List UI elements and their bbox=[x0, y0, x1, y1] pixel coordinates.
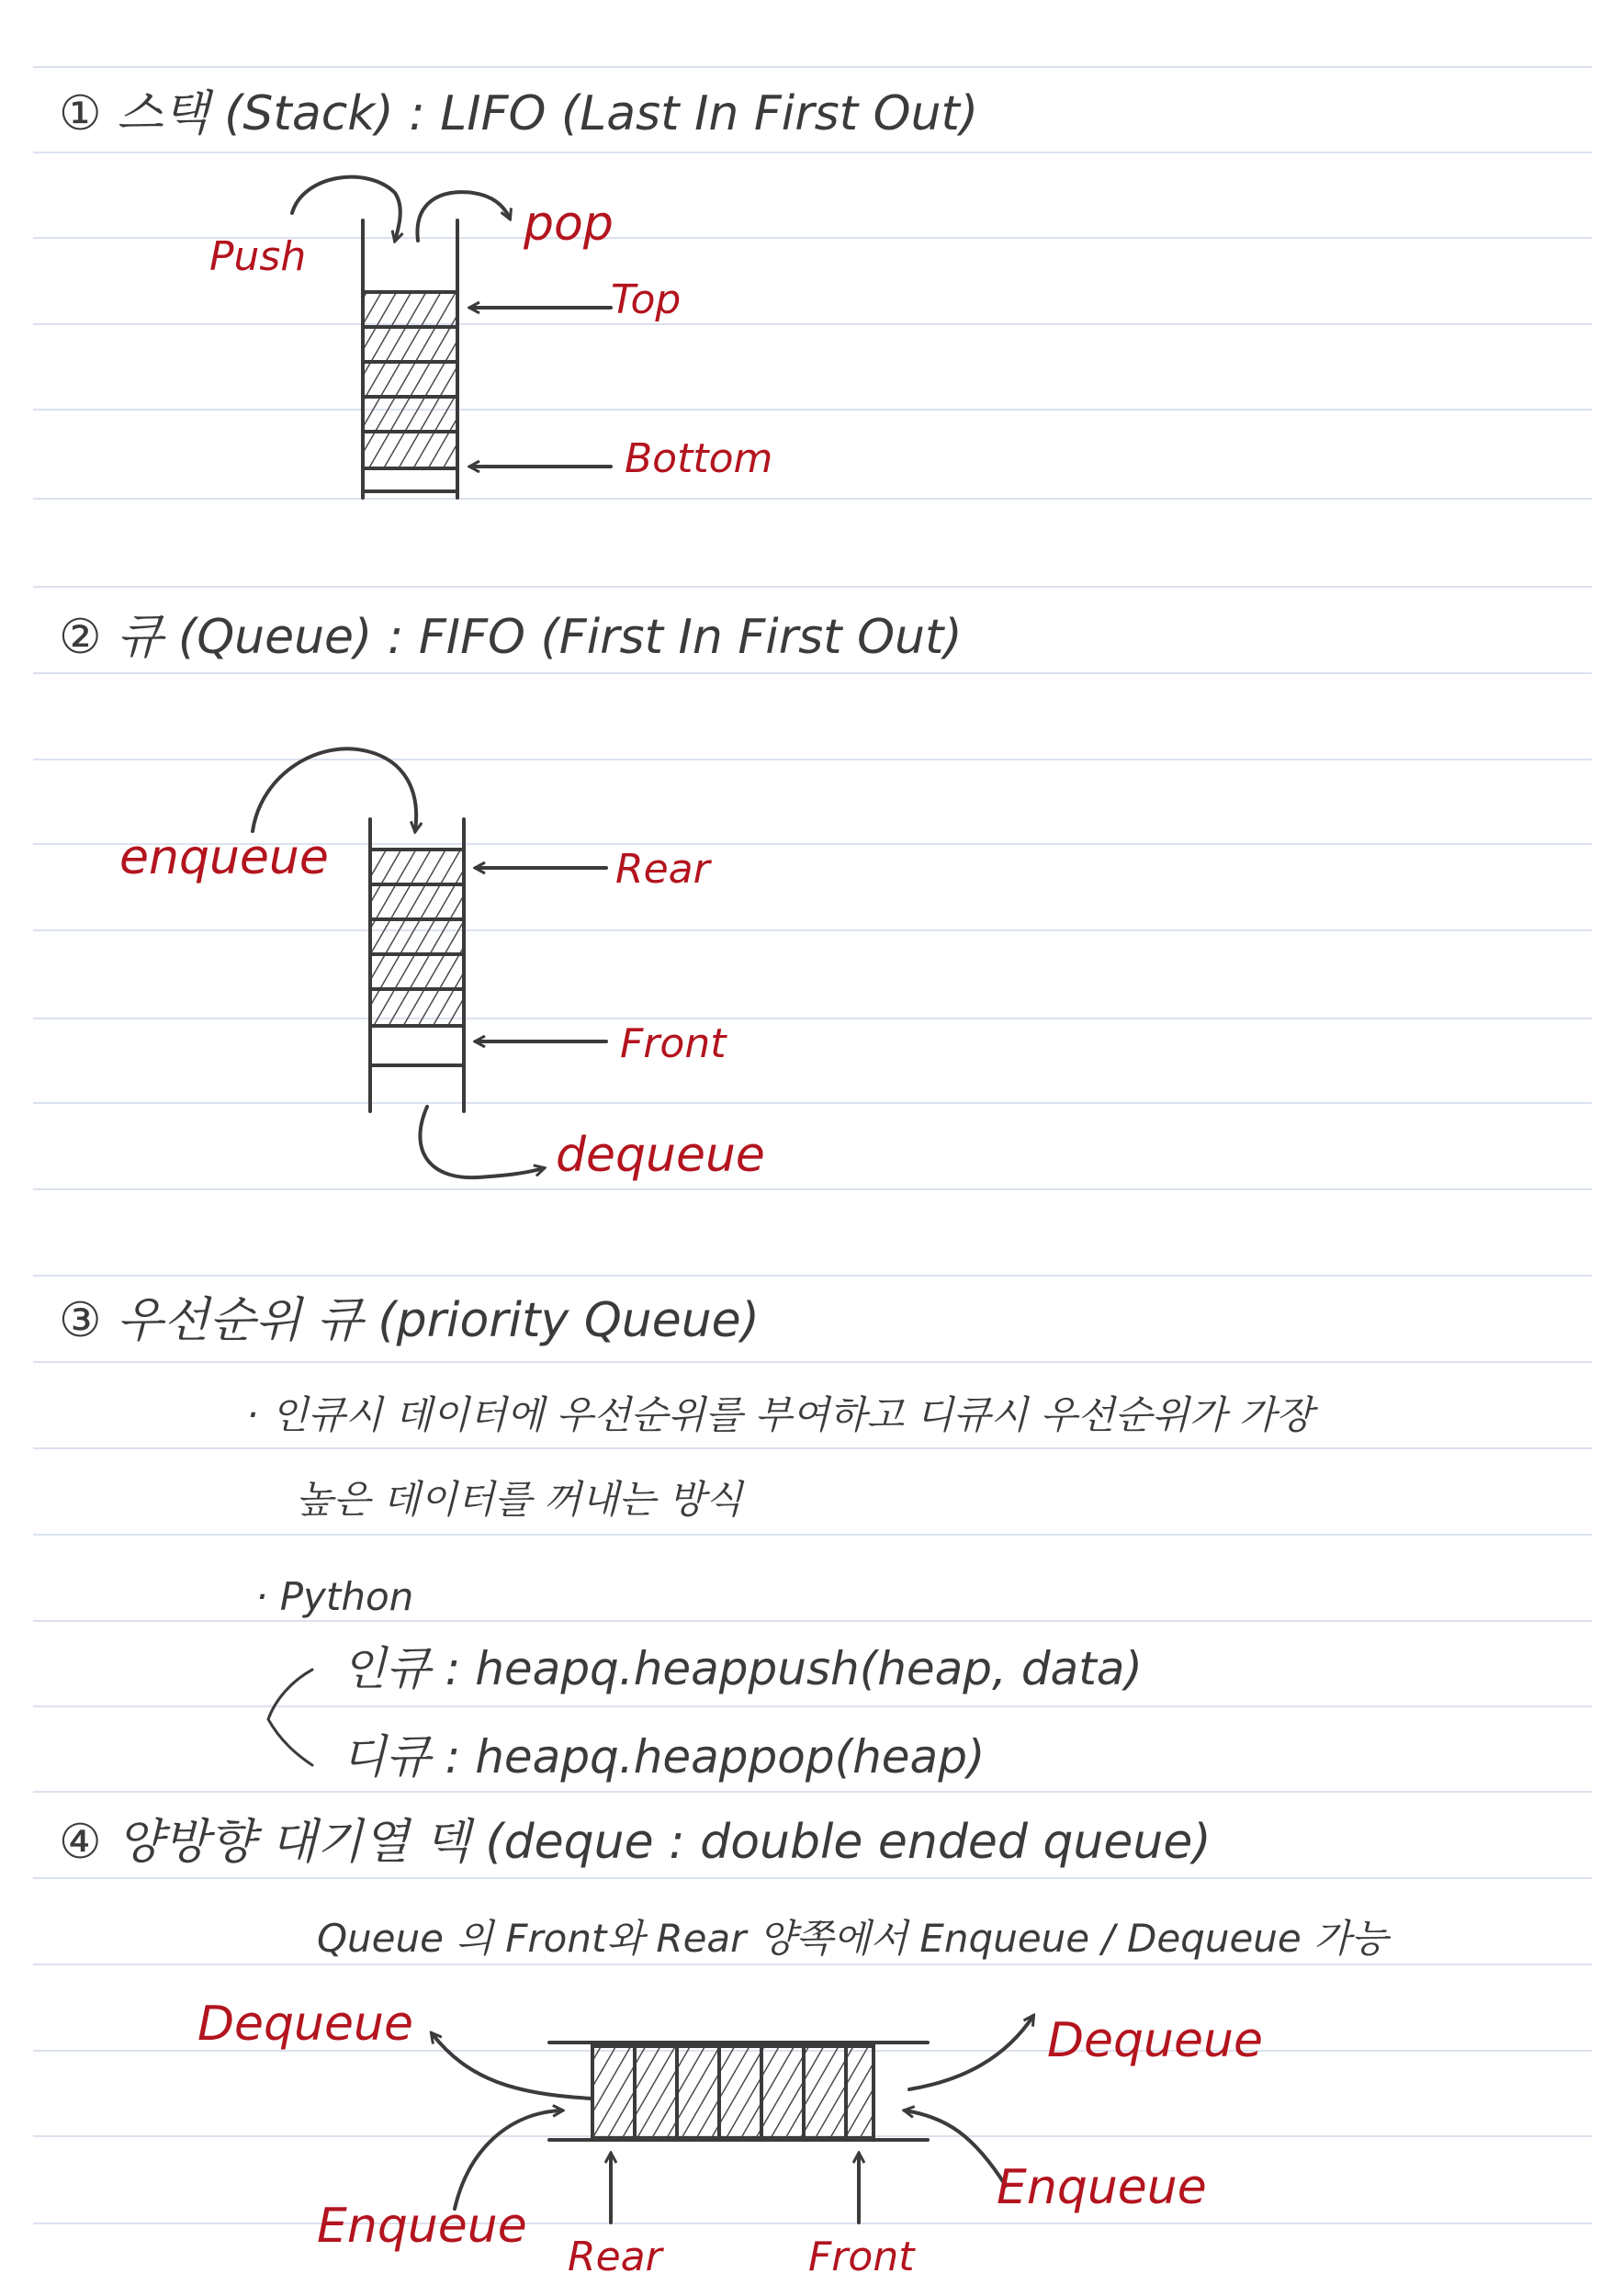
stack-top-label: Top bbox=[611, 276, 682, 323]
deque-rear-label: Rear bbox=[568, 2234, 662, 2280]
queue-front-label: Front bbox=[620, 1020, 727, 1067]
deque-description: Queue 의 Front와 Rear 양쪽에서 Enqueue / Dequeue 가능 bbox=[317, 1916, 1389, 1961]
priority-bullet-line2: 높은 데이터를 꺼내는 방식 bbox=[296, 1477, 743, 1522]
section-deque-heading: ④ 양방향 대기열 덱 (deque : double ended queue) bbox=[59, 1815, 1212, 1870]
priority-bullet-line1: · 인큐시 데이터에 우선순위를 부여하고 디큐시 우선순위가 가장 bbox=[246, 1392, 1313, 1437]
deque-enqueue-left-label: Enqueue bbox=[317, 2199, 527, 2254]
priority-dequeue-code: 디큐 : heapq.heappop(heap) bbox=[342, 1730, 986, 1784]
stack-pop-label: pop bbox=[524, 197, 614, 252]
section-queue-heading: ② 큐 (Queue) : FIFO (First In First Out) bbox=[59, 610, 963, 665]
deque-dequeue-right-label: Dequeue bbox=[1047, 2013, 1263, 2068]
python-bracket bbox=[268, 1670, 312, 1765]
queue-enqueue-label: enqueue bbox=[119, 830, 329, 885]
queue-rear-label: Rear bbox=[615, 846, 710, 893]
queue-dequeue-label: dequeue bbox=[556, 1128, 765, 1183]
queue-diagram bbox=[253, 748, 606, 1177]
section-stack-heading: ① 스택 (Stack) : LIFO (Last In First Out) bbox=[59, 86, 979, 141]
deque-front-label: Front bbox=[808, 2234, 915, 2280]
stack-push-label: Push bbox=[209, 233, 307, 280]
section-priority-heading: ③ 우선순위 큐 (priority Queue) bbox=[59, 1293, 760, 1348]
stack-bottom-label: Bottom bbox=[625, 435, 773, 482]
deque-dequeue-left-label: Dequeue bbox=[197, 1997, 413, 2052]
priority-python-bullet: · Python bbox=[255, 1574, 414, 1619]
priority-enqueue-code: 인큐 : heapq.heappush(heap, data) bbox=[342, 1642, 1143, 1695]
deque-enqueue-right-label: Enqueue bbox=[997, 2160, 1207, 2215]
deque-diagram bbox=[432, 2016, 1033, 2223]
